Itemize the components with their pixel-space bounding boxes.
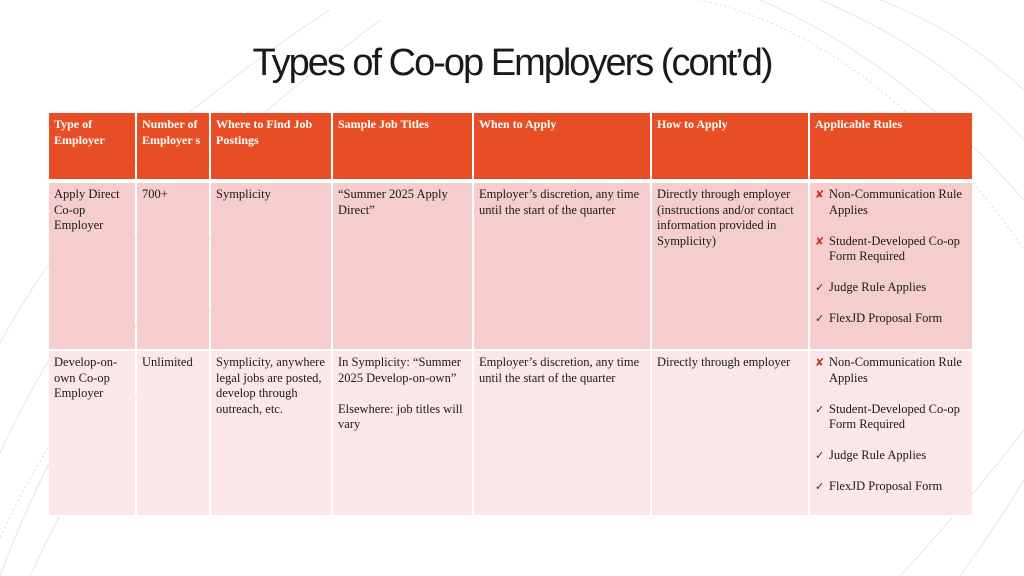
rules-list — [815, 355, 967, 495]
rule-item — [815, 448, 967, 464]
check-icon: ✓ — [815, 281, 825, 294]
cell-titles — [333, 351, 472, 517]
cell-rules — [810, 183, 972, 351]
rule-item — [815, 479, 967, 495]
header-when-to-apply: When to Apply — [474, 113, 650, 183]
cell-number: 700+ — [137, 183, 209, 351]
rule-text: Judge Rule Applies — [829, 280, 927, 294]
cell-titles — [333, 183, 472, 351]
rule-item — [815, 280, 967, 296]
cell-type: Develop-on-own Co-op Employer — [49, 351, 135, 517]
header-applicable-rules: Applicable Rules — [810, 113, 972, 183]
slide-title: Types of Co-op Employers (cont’d) — [252, 42, 772, 84]
rule-item — [815, 402, 967, 433]
rule-text: Judge Rule Applies — [829, 448, 927, 462]
check-icon: ✓ — [815, 312, 825, 325]
job-title-text: Elsewhere: job titles will vary — [338, 401, 463, 431]
check-icon: ✓ — [815, 480, 825, 493]
rule-item — [815, 234, 967, 265]
cell-when: Employer’s discretion, any time until the start of the quarter — [474, 351, 650, 517]
cell-where: Symplicity — [211, 183, 331, 351]
rule-text: Student-Developed Co-op Form Required — [829, 233, 960, 263]
rule-item — [815, 311, 967, 327]
job-title-text: In Symplicity: “Summer 2025 Develop-on-own” — [338, 355, 461, 385]
header-sample-job-titles: Sample Job Titles — [333, 113, 472, 183]
employer-types-table — [47, 113, 974, 517]
table-row — [49, 351, 972, 517]
cell-number: Unlimited — [137, 351, 209, 517]
header-how-to-apply: How to Apply — [652, 113, 808, 183]
rule-item — [815, 187, 967, 218]
x-icon: ✘ — [815, 234, 825, 248]
x-icon: ✘ — [815, 356, 825, 369]
rule-text: Student-Developed Co-op Form Required — [829, 401, 960, 431]
rule-item — [815, 355, 967, 386]
cell-rules — [810, 351, 972, 517]
rule-text: FlexJD Proposal Form — [829, 311, 943, 325]
rule-text: FlexJD Proposal Form — [829, 479, 943, 493]
check-icon: ✓ — [815, 402, 825, 416]
check-icon: ✓ — [815, 449, 825, 462]
rules-list — [815, 187, 967, 327]
job-title-text: “Summer 2025 Apply Direct” — [338, 187, 448, 217]
cell-where: Symplicity, anywhere legal jobs are posted, develop through outreach, etc. — [211, 351, 331, 517]
rule-text: Non-Communication Rule Applies — [829, 355, 962, 385]
header-type-of-employer: Type of Employer — [49, 113, 135, 183]
x-icon: ✘ — [815, 188, 825, 201]
table-row — [49, 183, 972, 351]
cell-when: Employer’s discretion, any time until the start of the quarter — [474, 183, 650, 351]
header-number-of-employers: Number of Employer s — [137, 113, 209, 183]
header-where-to-find: Where to Find Job Postings — [211, 113, 331, 183]
table-header-row — [49, 113, 972, 183]
rule-text: Non-Communication Rule Applies — [829, 187, 962, 217]
cell-how: Directly through employer (instructions and/or contact information provided in Symplicity) — [652, 183, 808, 351]
cell-how: Directly through employer — [652, 351, 808, 517]
cell-type: Apply Direct Co-op Employer — [49, 183, 135, 351]
